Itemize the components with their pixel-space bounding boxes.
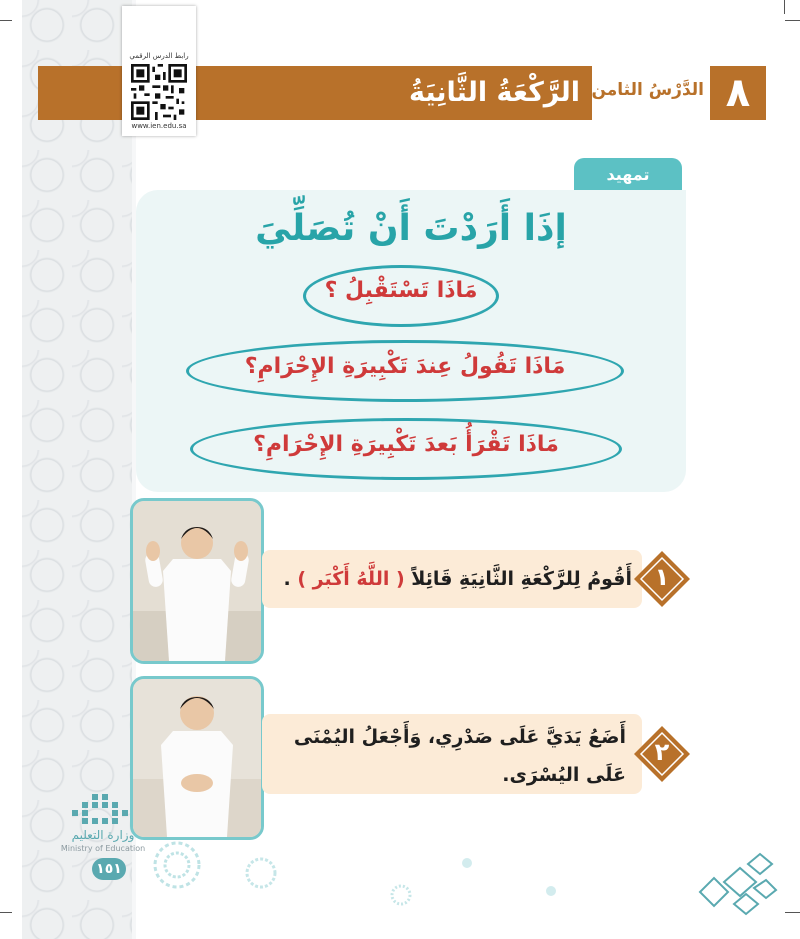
decorative-rosette-icon <box>390 884 412 906</box>
step-1-number: ١ <box>654 563 670 591</box>
crop-mark <box>0 912 12 913</box>
step-2-number: ٢ <box>654 738 670 766</box>
crop-mark <box>784 0 785 14</box>
qr-url[interactable]: www.ien.edu.sa <box>131 122 187 130</box>
boy-hands-on-chest-illustration <box>133 679 261 837</box>
ministry-name-arabic: وزارة التعليم <box>71 828 135 842</box>
decorative-rosette-icon <box>244 856 278 890</box>
qr-code-icon[interactable] <box>131 64 187 120</box>
lesson-number: ٨ <box>725 70 751 116</box>
crop-mark <box>0 20 12 21</box>
lesson-title: الرَّكْعَةُ الثَّانِيَةُ <box>409 77 580 108</box>
boy-raising-hands-illustration <box>133 501 261 661</box>
ministry-name-english: Ministry of Education <box>60 844 146 853</box>
crop-mark <box>785 912 800 913</box>
question-2: مَاذَا تَقُولُ عِندَ تَكْبِيرَةِ الإِحْرَامِ؟ <box>244 354 566 379</box>
decorative-rosette-icon <box>544 884 558 898</box>
qr-caption: رابط الدرس الرقمي <box>129 52 189 60</box>
lesson-label: الدَّرْسُ الثامن <box>591 80 704 100</box>
question-1: مَاذَا تَسْتَقْبِلُ ؟ <box>324 278 478 303</box>
step-2-text: أَضَعُ يَدَيَّ عَلَى صَدْرِي، وَأَجْعَلُ اليُمْنَى عَلَى اليُسْرَى. <box>293 726 626 786</box>
crop-mark <box>785 20 800 21</box>
question-3: مَاذَا تَقْرَأُ بَعدَ تَكْبِيرَةِ الإِحْرَامِ؟ <box>253 432 559 457</box>
decorative-rosette-icon <box>152 840 202 890</box>
intro-tab-label: تمهيد <box>606 165 650 184</box>
page-number: ١٥١ <box>92 858 126 880</box>
step-1-main-text: أَقُومُ لِلرَّكْعَةِ الثَّانِيَةِ قَائِلاً <box>411 568 632 590</box>
step-1-text <box>280 560 632 598</box>
intro-heading: إذَا أَرَدْتَ أَنْ تُصَلِّيَ <box>255 208 567 249</box>
step-1-photo <box>130 498 264 664</box>
decorative-geometric-icon <box>694 852 778 922</box>
step-1-end: . <box>283 568 298 590</box>
step-1-quote: ( اللَّهُ أَكْبَر ) <box>297 568 405 590</box>
decorative-rosette-icon <box>460 856 474 870</box>
